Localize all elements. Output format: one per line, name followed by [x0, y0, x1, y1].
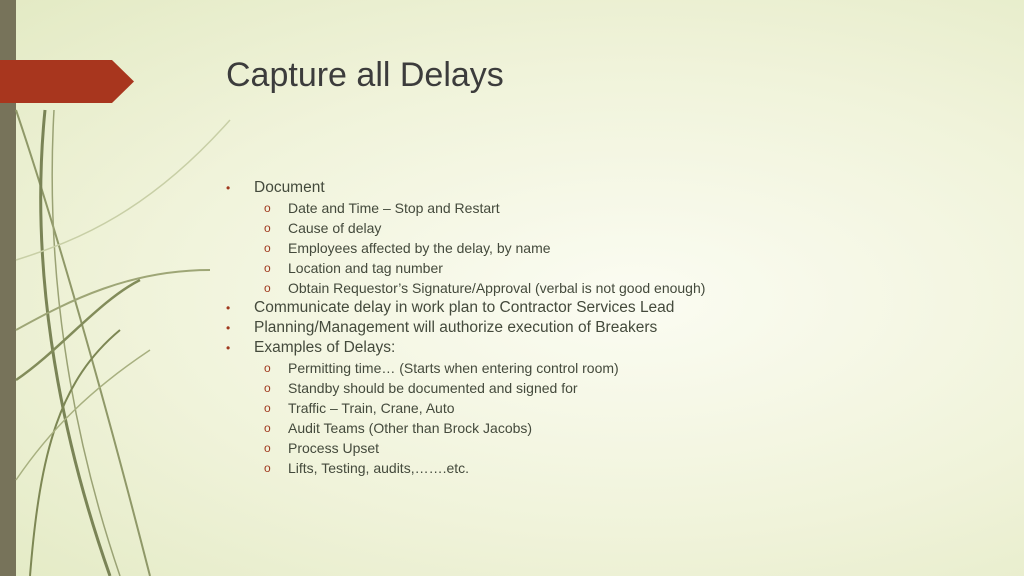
- sub-bullet-text: Employees affected by the delay, by name: [288, 240, 551, 256]
- bullet-text: Communicate delay in work plan to Contractor Services Lead: [254, 299, 675, 316]
- sub-bullet-text: Permitting time… (Starts when entering control room): [288, 360, 619, 376]
- sub-bullet-marker: o: [264, 441, 271, 455]
- sub-bullet-item: [226, 458, 705, 478]
- sub-bullet-item: [226, 438, 705, 458]
- sub-bullet-text: Location and tag number: [288, 260, 443, 276]
- sub-bullet-item: [226, 278, 705, 298]
- bullet-list: [226, 178, 705, 478]
- slide-title: Capture all Delays: [226, 56, 504, 94]
- sub-bullet-item: [226, 238, 705, 258]
- sub-bullet-marker: o: [264, 381, 271, 395]
- sub-bullet-text: Traffic – Train, Crane, Auto: [288, 400, 455, 416]
- bullet-item: [226, 338, 705, 358]
- sub-bullet-marker: o: [264, 221, 271, 235]
- sub-bullet-item: [226, 378, 705, 398]
- bullet-text: Examples of Delays:: [254, 339, 396, 356]
- sub-bullet-item: [226, 258, 705, 278]
- sub-bullet-marker: o: [264, 201, 271, 215]
- sub-bullet-item: [226, 418, 705, 438]
- sub-bullet-marker: o: [264, 401, 271, 415]
- sub-bullet-item: [226, 398, 705, 418]
- bullet-marker: •: [226, 181, 231, 195]
- bullet-item: [226, 178, 705, 198]
- sub-bullet-text: Lifts, Testing, audits,…….etc.: [288, 460, 470, 476]
- sub-bullet-item: [226, 218, 705, 238]
- sub-bullet-marker: o: [264, 261, 271, 275]
- sub-bullet-marker: o: [264, 281, 271, 295]
- sub-bullet-text: Obtain Requestor’s Signature/Approval (verbal is not good enough): [288, 280, 706, 296]
- accent-arrow-tab: [0, 60, 134, 103]
- sub-bullet-item: [226, 198, 705, 218]
- sub-bullet-text: Cause of delay: [288, 220, 382, 236]
- bullet-text: Document: [254, 179, 325, 196]
- bullet-marker: •: [226, 341, 231, 355]
- sub-bullet-marker: o: [264, 421, 271, 435]
- sub-bullet-text: Process Upset: [288, 440, 380, 456]
- sub-bullet-marker: o: [264, 241, 271, 255]
- bullet-marker: •: [226, 321, 231, 335]
- sub-bullet-item: [226, 358, 705, 378]
- bullet-text: Planning/Management will authorize execution of Breakers: [254, 319, 658, 336]
- bullet-item: [226, 298, 705, 318]
- sub-bullet-marker: o: [264, 361, 271, 375]
- bullet-marker: •: [226, 301, 231, 315]
- bullet-item: [226, 318, 705, 338]
- sub-bullet-marker: o: [264, 461, 271, 475]
- sub-bullet-text: Date and Time – Stop and Restart: [288, 200, 500, 216]
- sub-bullet-text: Standby should be documented and signed for: [288, 380, 578, 396]
- sub-bullet-text: Audit Teams (Other than Brock Jacobs): [288, 420, 533, 436]
